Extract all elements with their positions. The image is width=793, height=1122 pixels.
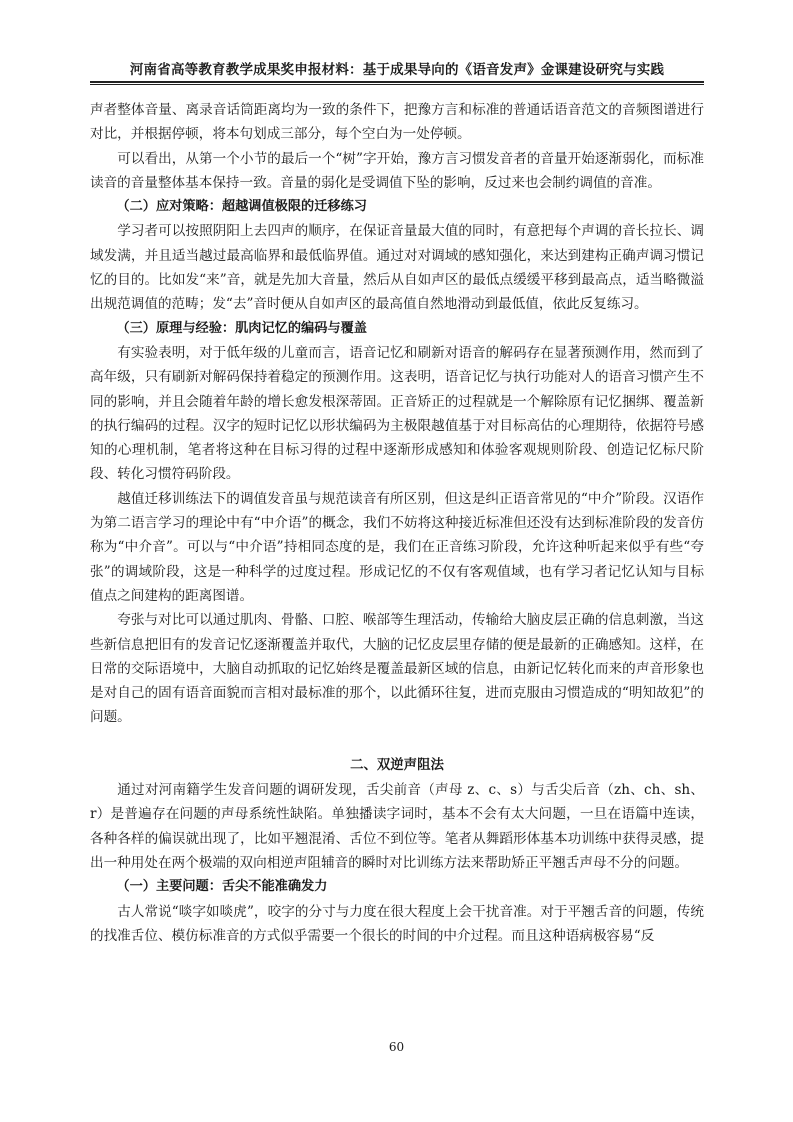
body-text xyxy=(90,98,704,948)
paragraph: 通过对河南籍学生发音问题的调研发现，舌尖前音（声母 z、c、s）与舌尖后音（zh、ch、sh、r）是普遍存在问题的声母系统性缺陷。单独播读字词时，基本不会有太大问题，一旦在语篇中连读，各种各样的偏误就出现了，比如平翘混淆、舌位不到位等。笔者从舞蹈形体基本功训练中获得灵感，提出一种用处在两个极端的双向相逆声阻辅音的瞬时对比训练方法来帮助矫正平翘舌声母不分的问题。 xyxy=(90,782,704,871)
paragraph: 古人常说“啖字如啖虎”，咬字的分寸与力度在很大程度上会干扰音准。对于平翘舌音的问题，传统的找准舌位、模仿标准音的方式似乎需要一个很长的时间的中介过程。而且这种语病极容易“反 xyxy=(90,903,704,944)
header-rule-thin xyxy=(90,84,704,85)
subsection-heading: （二）应对策略：超越调值极限的迁移练习 xyxy=(116,199,367,215)
header-rule-thick xyxy=(90,81,704,83)
paragraph: 声者整体音量、离录音话筒距离均为一致的条件下，把豫方言和标准的普通话语音范文的音频图谱进行对比，并根据停顿，将本句划成三部分，每个空白为一处停顿。 xyxy=(90,102,704,143)
subsection-heading: （三）原理与经验：肌肉记忆的编码与覆盖 xyxy=(116,320,367,336)
paragraph: 越值迁移训练法下的调值发音虽与规范读音有所区别，但这是纠正语音常见的“中介”阶段。汉语作为第二语言学习的理论中有“中介语”的概念，我们不妨将这种接近标准但还没有达到标准阶段的发音仿称为“中介音”。可以与“中介语”持相同态度的是，我们在正音练习阶段，允许这种听起来似乎有些“夸张”的调域阶段，这是一种科学的过度过程。形成记忆的不仅有客观值域，也有学习者记忆认知与目标值点之间建构的距离图谱。 xyxy=(90,490,704,604)
running-header: 河南省高等教育教学成果奖申报材料：基于成果导向的《语音发声》金课建设研究与实践 xyxy=(129,62,665,78)
paragraph: 夸张与对比可以通过肌肉、骨骼、口腔、喉部等生理活动，传输给大脑皮层正确的信息刺激，当这些新信息把旧有的发音记忆逐渐覆盖并取代，大脑的记忆皮层里存储的便是最新的正确感知。这样，在日常的交际语境中，大脑自动抓取的记忆始终是覆盖最新区域的信息，由新记忆转化而来的声音形象也是对自己的固有语音面貌而言相对最标准的那个，以此循环往复，进而克服由习惯造成的“明知故犯”的问题。 xyxy=(90,612,704,726)
section-heading: 二、双逆声阻法 xyxy=(350,757,444,773)
paragraph: 有实验表明，对于低年级的儿童而言，语音记忆和刷新对语音的解码存在显著预测作用，然而到了高年级，只有刷新对解码保持着稳定的预测作用。这表明，语音记忆与执行功能对人的语音习惯产生不同的影响，并且会随着年龄的增长愈发根深蒂固。正音矫正的过程就是一个解除原有记忆捆绑、覆盖新的执行编码的过程。汉字的短时记忆以形状编码为主极限越值基于对目标高估的心理期待，依据符号感知的心理机制，笔者将这种在目标习得的过程中逐渐形成感知和体验客观规则阶段、创造记忆标尺阶段、转化习惯符码阶段。 xyxy=(90,344,704,483)
paragraph: 学习者可以按照阴阳上去四声的顺序，在保证音量最大值的同时，有意把每个声调的音长拉长、调域发满，并且适当越过最高临界和最低临界值。通过对对调域的感知强化，来达到建构正确声调习惯记忆的目的。比如发“来”音，就是先加大音量，然后从自如声区的最低点缓缓平移到最高点，适当略微溢出规范调值的范畴；发“去”音时便从自如声区的最高值自然地滑动到最低值，依此反复练习。 xyxy=(90,223,704,313)
page-number: 60 xyxy=(388,1040,405,1054)
paragraph: 可以看出，从第一个小节的最后一个“树”字开始，豫方言习惯发音者的音量开始逐渐弱化，而标准读音的音量整体基本保持一致。音量的弱化是受调值下坠的影响，反过来也会制约调值的音准。 xyxy=(90,150,704,191)
subsection-heading: （一）主要问题：舌尖不能准确发力 xyxy=(116,879,328,895)
